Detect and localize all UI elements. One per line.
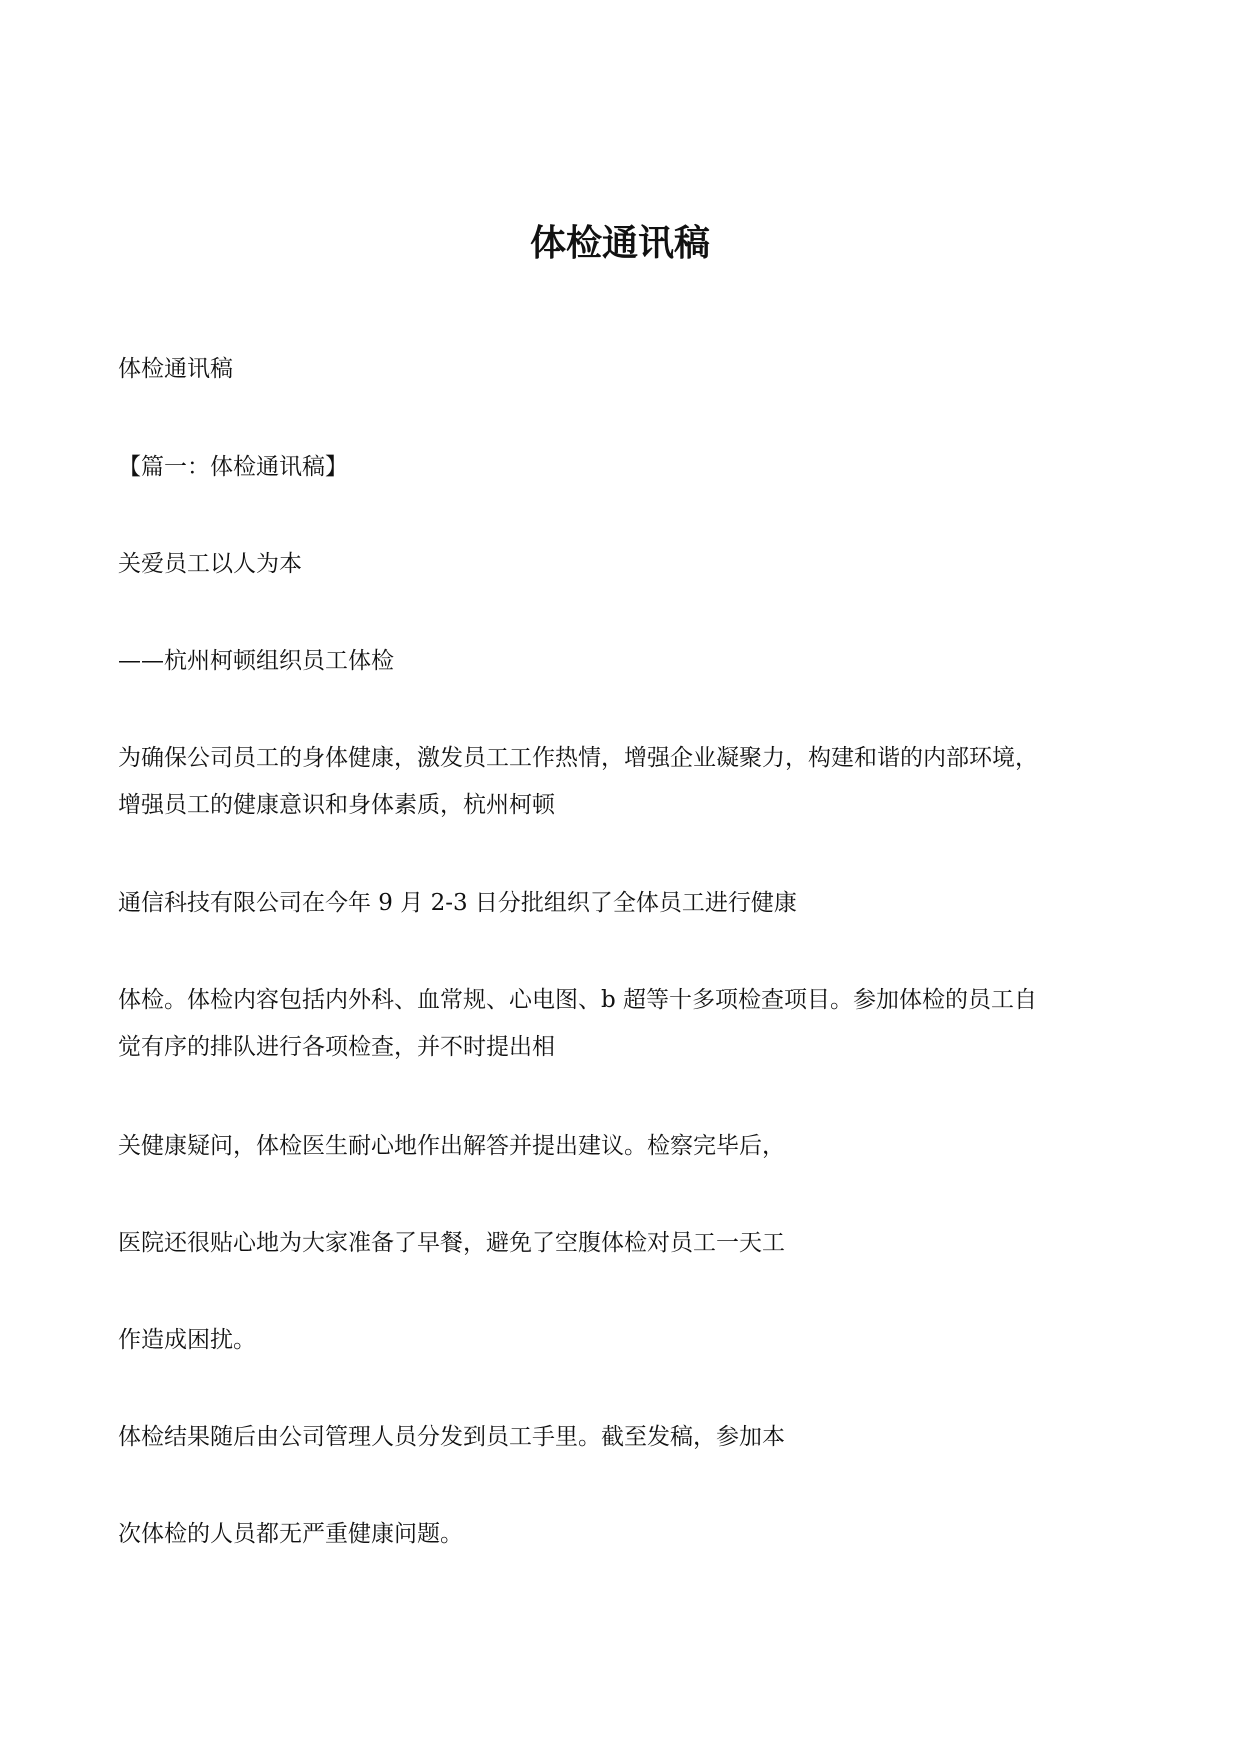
document-title: 体检通讯稿 [529,223,710,264]
paragraph-section-heading: 【篇一：体检通讯稿】 [118,454,348,480]
paragraph-body-5: 医院还很贴心地为大家准备了早餐，避免了空腹体检对员工一天工 [118,1230,785,1256]
paragraph-headline: 关爱员工以人为本 [118,551,302,577]
paragraph-body-1: 为确保公司员工的身体健康，激发员工工作热情，增强企业凝聚力，构建和谐的内部环境， 增强员工的健康意识和身体素质，杭州柯顿 [118,745,1038,818]
paragraph-body-4: 关健康疑问，体检医生耐心地作出解答并提出建议。检察完毕后， [118,1133,785,1159]
paragraph-body-6: 作造成困扰。 [118,1327,256,1353]
paragraph-body-3: 体检。体检内容包括内外科、血常规、心电图、b 超等十多项检查项目。参加体检的员工自 觉有序的排队进行各项检查，并不时提出相 [118,987,1038,1060]
paragraph-subtitle: 体检通讯稿 [118,356,233,382]
paragraph-body-2: 通信科技有限公司在今年 9 月 2-3 日分批组织了全体员工进行健康 [118,890,797,916]
paragraph-body-8: 次体检的人员都无严重健康问题。 [118,1521,463,1547]
paragraph-body-7: 体检结果随后由公司管理人员分发到员工手里。截至发稿，参加本 [118,1424,785,1450]
paragraph-byline: ——杭州柯顿组织员工体检 [118,648,394,674]
